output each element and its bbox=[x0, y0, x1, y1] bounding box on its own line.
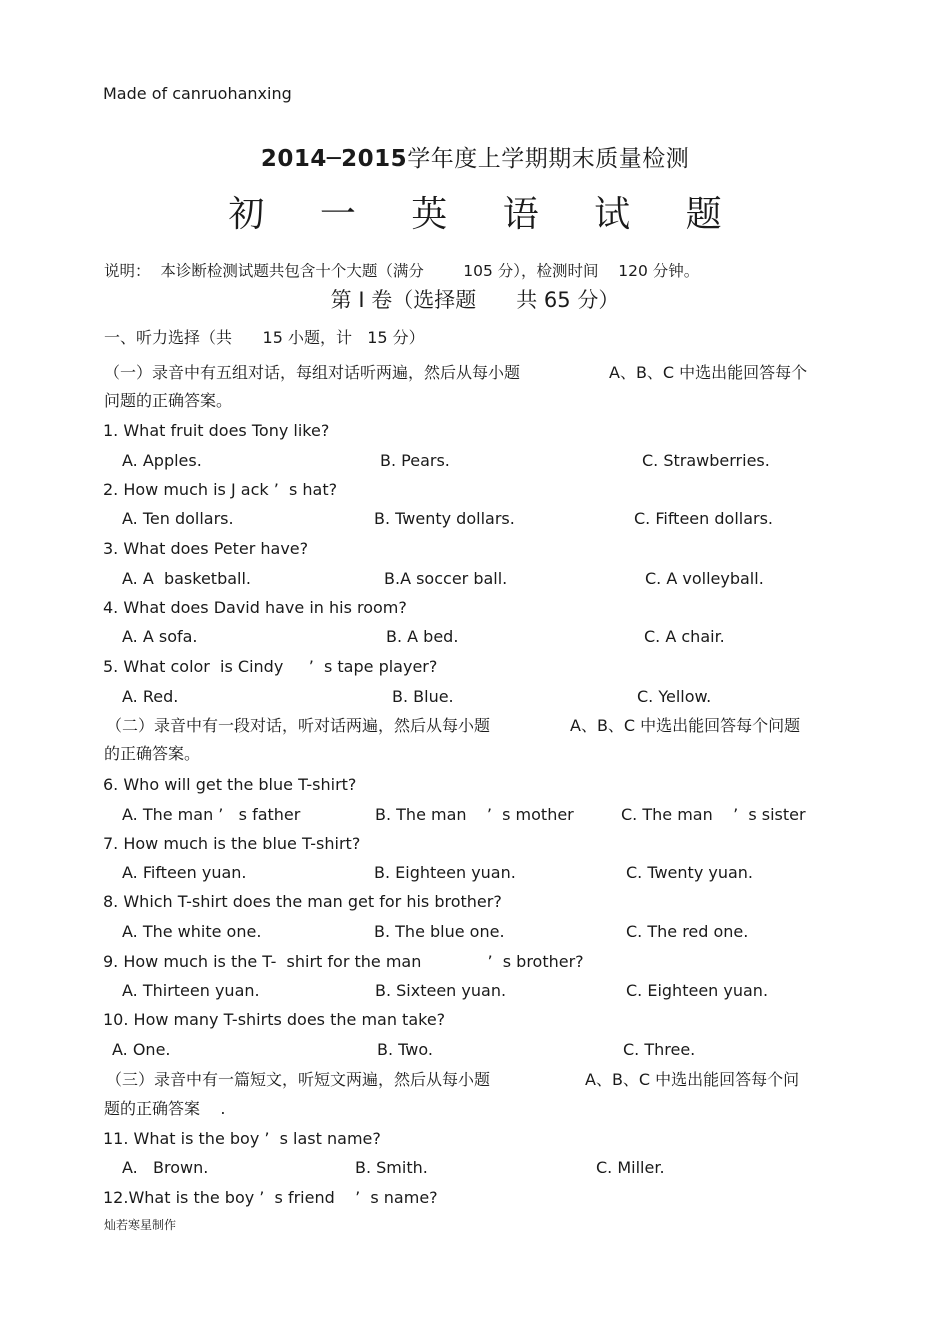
q9-option-c: C. Eighteen yuan. bbox=[626, 981, 769, 1000]
question-8: 8. Which T-shirt does the man get for his brother? bbox=[103, 892, 502, 911]
q11-option-c: C. Miller. bbox=[596, 1158, 665, 1177]
q1-option-c: C. Strawberries. bbox=[642, 451, 770, 470]
part2-directions-line2: 的正确答案。 bbox=[104, 744, 201, 763]
q10-option-a: A. One. bbox=[112, 1040, 171, 1059]
title-year: 2014─2015 bbox=[260, 146, 408, 172]
q6-option-c: C. The man ’ s sister bbox=[621, 805, 806, 824]
q5-option-b: B. Blue. bbox=[392, 687, 454, 706]
q3-option-b: B.A soccer ball. bbox=[384, 569, 508, 588]
part1-directions-line1: （一）录音中有五组对话，每组对话听两遍，然后从每小题 bbox=[104, 363, 521, 382]
q2-option-a: A. Ten dollars. bbox=[122, 509, 234, 528]
part1-directions-line1-options: A、B、C 中选出能回答每个 bbox=[609, 363, 808, 382]
question-12: 12.What is the boy ’ s friend ’ s name? bbox=[103, 1188, 438, 1207]
q3-option-c: C. A volleyball. bbox=[645, 569, 764, 588]
volume-heading: 第 I 卷（选择题 共 65 分） bbox=[330, 288, 620, 312]
q4-option-b: B. A bed. bbox=[386, 627, 459, 646]
part3-directions-line1: （三）录音中有一篇短文，听短文两遍，然后从每小题 bbox=[106, 1070, 491, 1089]
q7-option-b: B. Eighteen yuan. bbox=[374, 863, 516, 882]
title-text: 学年度上学期期末质量检测 bbox=[407, 146, 690, 172]
part3-directions-line1-options: A、B、C 中选出能回答每个问 bbox=[585, 1070, 800, 1089]
q1-option-a: A. Apples. bbox=[122, 451, 202, 470]
q4-option-c: C. A chair. bbox=[644, 627, 725, 646]
q2-option-c: C. Fifteen dollars. bbox=[634, 509, 774, 528]
header-note: Made of canruohanxing bbox=[103, 84, 292, 103]
q5-option-c: C. Yellow. bbox=[637, 687, 712, 706]
q11-option-a: A. Brown. bbox=[122, 1158, 209, 1177]
q4-option-a: A. A sofa. bbox=[122, 627, 198, 646]
q10-option-b: B. Two. bbox=[377, 1040, 433, 1059]
q2-option-b: B. Twenty dollars. bbox=[374, 509, 515, 528]
question-4: 4. What does David have in his room? bbox=[103, 598, 407, 617]
instructions: 说明： 本诊断检测试题共包含十个大题（满分 105 分），检测时间 120 分钟。 bbox=[104, 262, 700, 280]
exam-subtitle: 初 一 英 语 试 题 bbox=[228, 194, 744, 235]
q8-option-b: B. The blue one. bbox=[374, 922, 505, 941]
q5-option-a: A. Red. bbox=[122, 687, 179, 706]
question-2: 2. How much is J ack ’ s hat? bbox=[103, 480, 338, 499]
q8-option-a: A. The white one. bbox=[122, 922, 262, 941]
q7-option-c: C. Twenty yuan. bbox=[626, 863, 754, 882]
question-10: 10. How many T-shirts does the man take? bbox=[103, 1010, 446, 1029]
part1-directions-line2: 问题的正确答案。 bbox=[104, 391, 233, 410]
question-7: 7. How much is the blue T-shirt? bbox=[103, 834, 361, 853]
q9-option-a: A. Thirteen yuan. bbox=[122, 981, 260, 1000]
part2-directions-line1-options: A、B、C 中选出能回答每个问题 bbox=[570, 716, 801, 735]
exam-title bbox=[0, 140, 950, 173]
q3-option-a: A. A basketball. bbox=[122, 569, 251, 588]
q7-option-a: A. Fifteen yuan. bbox=[122, 863, 247, 882]
q6-option-a: A. The man ’ s father bbox=[122, 805, 301, 824]
question-11: 11. What is the boy ’ s last name? bbox=[103, 1129, 381, 1148]
footer-credit: 灿若寒星制作 bbox=[104, 1218, 177, 1232]
question-3: 3. What does Peter have? bbox=[103, 539, 309, 558]
q9-option-b: B. Sixteen yuan. bbox=[375, 981, 507, 1000]
part2-directions-line1: （二）录音中有一段对话，听对话两遍，然后从每小题 bbox=[106, 716, 491, 735]
section-heading: 一、听力选择（共 15 小题，计 15 分） bbox=[104, 328, 425, 347]
question-6: 6. Who will get the blue T-shirt? bbox=[103, 775, 357, 794]
q11-option-b: B. Smith. bbox=[355, 1158, 428, 1177]
q1-option-b: B. Pears. bbox=[380, 451, 450, 470]
q10-option-c: C. Three. bbox=[623, 1040, 696, 1059]
question-1: 1. What fruit does Tony like? bbox=[103, 421, 330, 440]
question-9: 9. How much is the T- shirt for the man ’ s brother? bbox=[103, 952, 584, 971]
q8-option-c: C. The red one. bbox=[626, 922, 749, 941]
part3-directions-line2: 题的正确答案 . bbox=[104, 1099, 226, 1118]
question-5: 5. What color is Cindy ’ s tape player? bbox=[103, 657, 438, 676]
q6-option-b: B. The man ’ s mother bbox=[375, 805, 574, 824]
